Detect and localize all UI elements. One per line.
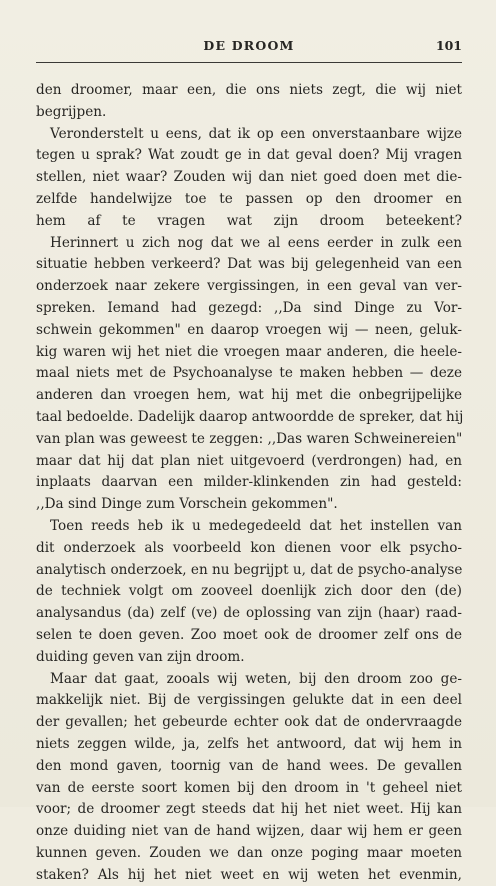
text-line: den droomer, maar een, die ons niets zegt, die wij niet: [36, 82, 462, 98]
running-title: DE DROOM: [203, 38, 295, 53]
text-line: Toen reeds heb ik u medegedeeld dat het instellen van: [50, 517, 462, 534]
text-line: de techniek volgt om zooveel doenlijk zich door den (de): [36, 583, 462, 600]
text-line: selen te doen geven. Zoo moet ook de droomer zelf ons de: [36, 626, 462, 643]
text-line: voor; de droomer zegt steeds dat hij het niet weet. Hij kan: [36, 801, 462, 818]
text-line: makkelijk niet. Bij de vergissingen gelukte dat in een deel: [36, 692, 462, 709]
text-line: hem af te vragen wat zijn droom beteekent?: [36, 212, 462, 229]
text-line: duiding geven van zijn droom.: [36, 648, 245, 665]
text-line: stellen, niet waar? Zouden wij dan niet goed doen met die-: [36, 169, 462, 186]
text-line: tegen u sprak? Wat zoudt ge in dat geval doen? Mij vragen: [36, 147, 462, 164]
text-line: begrijpen.: [36, 103, 107, 120]
text-line: inplaats daarvan een milder-klinkenden zin had gesteld:: [36, 474, 462, 491]
text-line: anderen dan vroegen hem, wat hij met die onbegrijpelijke: [36, 387, 462, 404]
body-text: [36, 80, 462, 886]
text-line: maar dat hij dat plan niet uitgevoerd (verdrongen) had, en: [36, 452, 462, 469]
text-line: kunnen geven. Zouden we dan onze poging maar moeten: [36, 844, 462, 861]
text-line: den mond gaven, toornig van de hand wees. De gevallen: [36, 757, 462, 774]
text-line: staken? Als hij het niet weet en wij weten het evenmin,: [36, 866, 462, 883]
text-line: schwein gekommen" en daarop vroegen wij — neen, geluk-: [36, 321, 462, 338]
text-line: situatie hebben verkeerd? Dat was bij gelegenheid van een: [36, 256, 462, 273]
text-line: analytisch onderzoek, en nu begrijpt u, dat de psycho-analyse: [36, 561, 463, 578]
text-line: dit onderzoek als voorbeeld kon dienen voor elk psycho-: [36, 539, 462, 556]
text-line: analysandus (da) zelf (ve) de oplossing van zijn (haar) raad-: [36, 605, 462, 622]
text-line: taal bedoelde. Dadelijk daarop antwoordde de spreker, dat hij: [36, 408, 464, 425]
text-line: onderzoek naar zekere vergissingen, in een geval van ver-: [36, 278, 462, 295]
header-rule: [36, 62, 462, 63]
text-line: ,,Da sind Dinge zum Vorschein gekommen".: [36, 496, 338, 513]
text-line: Maar dat gaat, zooals wij weten, bij den droom zoo ge-: [50, 670, 462, 687]
text-line: Veronderstelt u eens, dat ik op een onverstaanbare wijze: [50, 125, 462, 142]
text-line: der gevallen; het gebeurde echter ook dat de ondervraagde: [36, 714, 462, 731]
text-line: van plan was geweest te zeggen: ,,Das waren Schweinereien": [36, 430, 463, 447]
running-head: [36, 38, 462, 54]
text-line: van de eerste soort komen bij den droom in 't geheel niet: [36, 779, 462, 796]
text-line: maal niets met de Psychoanalyse te maken hebben — deze: [36, 365, 462, 382]
text-line: Herinnert u zich nog dat we al eens eerder in zulk een: [50, 234, 462, 251]
text-line: zelfde handelwijze toe te passen op den droomer en: [36, 190, 462, 207]
text-line: niets zeggen wilde, ja, zelfs het antwoord, dat wij hem in: [36, 735, 462, 752]
text-line: kig waren wij het niet die vroegen maar anderen, die heele-: [36, 343, 462, 360]
page-number: 101: [435, 38, 462, 53]
text-line: spreken. Iemand had gezegd: ,,Da sind Dinge zu Vor-: [36, 299, 462, 316]
text-line: onze duiding niet van de hand wijzen, daar wij hem er geen: [36, 823, 462, 840]
